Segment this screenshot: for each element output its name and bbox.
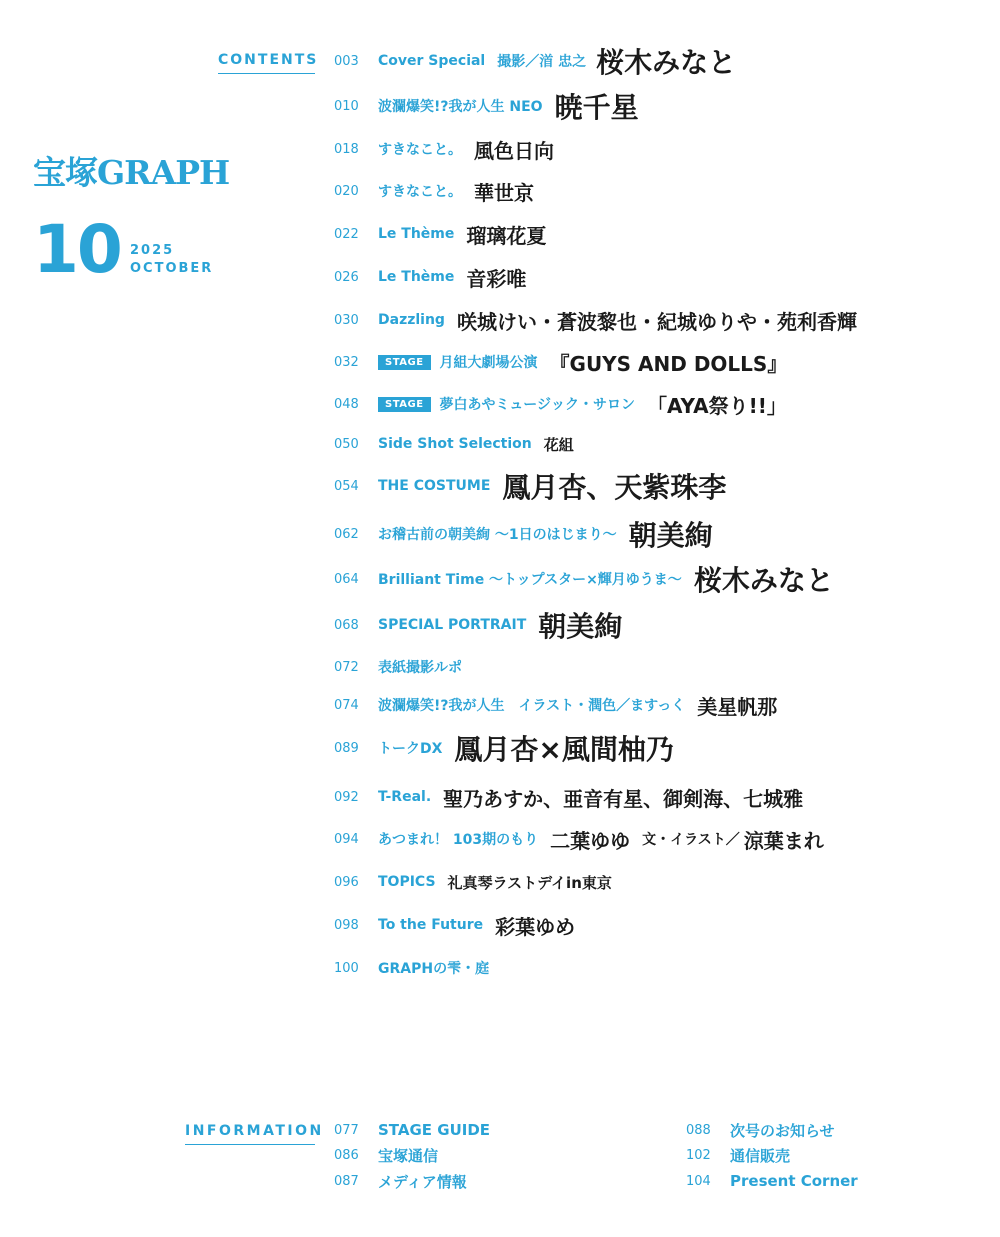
page-number: 030: [334, 312, 359, 328]
section-label: To the Future: [378, 917, 484, 933]
info-entry[interactable]: [334, 1119, 490, 1141]
page-number: 003: [334, 53, 359, 69]
toc-entry[interactable]: [334, 466, 726, 506]
entry-title: 華世京: [474, 180, 534, 205]
information-label: INFORMATION: [185, 1123, 315, 1145]
toc-entry[interactable]: [334, 129, 554, 169]
section-label: THE COSTUME: [378, 478, 491, 494]
section-label: T-Real.: [378, 789, 432, 805]
info-entry[interactable]: [686, 1119, 835, 1141]
toc-entry[interactable]: [334, 728, 674, 768]
entry-title: 暁千星: [554, 91, 639, 124]
toc-entry[interactable]: [334, 86, 639, 126]
entry-title: 朝美絢: [538, 610, 623, 643]
page-number: 104: [686, 1173, 711, 1189]
toc-entry[interactable]: [334, 214, 546, 254]
section-label: 夢白あやミュージック・サロン: [439, 397, 635, 413]
toc-entry[interactable]: [334, 41, 736, 81]
entry-title: 美星帆那: [697, 694, 778, 719]
page-number: 098: [334, 917, 359, 933]
toc-entry[interactable]: [334, 862, 612, 902]
entry-title: 朝美絢: [628, 519, 713, 552]
stage-badge: STAGE: [378, 397, 431, 412]
toc-entry[interactable]: [334, 905, 575, 945]
section-label: Dazzling: [378, 312, 445, 328]
info-title: 通信販売: [730, 1146, 791, 1165]
entry-title: 風色日向: [474, 138, 554, 163]
toc-entry[interactable]: [334, 777, 803, 817]
contents-label: CONTENTS: [218, 52, 315, 74]
toc-entry[interactable]: [334, 685, 777, 725]
page-number: 018: [334, 141, 359, 157]
entry-title: 瑠璃花夏: [466, 223, 547, 248]
page-number: 054: [334, 478, 359, 494]
page-number: 074: [334, 697, 359, 713]
toc-entry[interactable]: [334, 257, 526, 297]
info-title: 宝塚通信: [378, 1146, 439, 1165]
section-label: 波瀾爆笑!?我が人生 NEO: [378, 99, 543, 115]
section-label: Le Thème: [378, 269, 455, 285]
info-title: メディア情報: [378, 1172, 467, 1191]
info-entry[interactable]: [334, 1144, 438, 1166]
toc-entry[interactable]: [334, 424, 574, 464]
page-number: 089: [334, 740, 359, 756]
page-number: 092: [334, 789, 359, 805]
page-number: 068: [334, 617, 359, 633]
info-entry[interactable]: [686, 1170, 858, 1192]
info-entry[interactable]: [686, 1144, 790, 1166]
issue-number: 10: [33, 211, 121, 288]
toc-entry[interactable]: [334, 171, 534, 211]
toc-entry[interactable]: [334, 948, 501, 988]
entry-title: 鳳月杏、天紫珠李: [502, 471, 727, 504]
section-label: お稽古前の朝美絢 〜1日のはじまり〜: [378, 527, 617, 543]
page-number: 086: [334, 1147, 359, 1163]
page-number: 072: [334, 659, 359, 675]
page-number: 094: [334, 831, 359, 847]
stage-badge: STAGE: [378, 355, 431, 370]
toc-entry[interactable]: [334, 300, 857, 340]
page-number: 010: [334, 98, 359, 114]
entry-title: 「AYA祭り!!」: [646, 393, 787, 418]
page-number: 022: [334, 226, 359, 242]
entry-title: 桜木みなと: [596, 46, 737, 79]
credit-name: 涼葉まれ: [743, 828, 824, 853]
page-number: 100: [334, 960, 359, 976]
photo-credit: 撮影／渞 忠之: [497, 54, 587, 70]
section-label: すきなこと。: [378, 184, 462, 200]
section-label: 月組大劇場公演: [439, 355, 538, 371]
section-label: すきなこと。: [378, 142, 462, 158]
section-label: トークDX: [378, 741, 443, 757]
section-label: Side Shot Selection: [378, 436, 532, 452]
entry-title: 二葉ゆゆ: [550, 828, 631, 853]
entry-title: 礼真琴ラストデイin東京: [447, 873, 612, 892]
section-label: Cover Special: [378, 53, 486, 69]
page-number: 026: [334, 269, 359, 285]
section-label: 波瀾爆笑!?我が人生 イラスト・潤色／ますっく: [378, 698, 686, 714]
toc-entry[interactable]: [334, 819, 824, 859]
entry-title: 花組: [543, 435, 574, 454]
entry-title: 咲城けい・蒼波黎也・紀城ゆりや・苑利香輝: [456, 309, 857, 334]
section-label: GRAPHの雫・庭: [378, 961, 490, 977]
credit-label: 文・イラスト／: [642, 832, 740, 848]
info-title: 次号のお知らせ: [730, 1121, 835, 1140]
page-number: 102: [686, 1147, 711, 1163]
section-label: あつまれ！ 103期のもり: [378, 832, 539, 848]
toc-entry[interactable]: [334, 647, 474, 687]
entry-title: 彩葉ゆめ: [495, 914, 576, 939]
info-title: Present Corner: [730, 1172, 858, 1190]
toc-entry[interactable]: [334, 384, 787, 424]
toc-entry[interactable]: [334, 605, 622, 645]
page-number: 048: [334, 396, 359, 412]
entry-title: 音彩唯: [466, 266, 527, 291]
section-label: 表紙撮影ルポ: [378, 660, 462, 676]
page-number: 096: [334, 874, 359, 890]
section-label: TOPICS: [378, 874, 436, 890]
toc-entry[interactable]: [334, 514, 713, 554]
entry-title: 『GUYS AND DOLLS』: [549, 351, 788, 376]
toc-entry[interactable]: [334, 342, 787, 382]
section-label: Le Thème: [378, 226, 455, 242]
entry-title: 鳳月杏×風間柚乃: [454, 733, 674, 766]
entry-title: 聖乃あすか、亜音有星、御剣海、七城雅: [443, 786, 804, 811]
info-title: STAGE GUIDE: [378, 1121, 491, 1139]
page-number: 050: [334, 436, 359, 452]
page-number: 087: [334, 1173, 359, 1189]
issue-year: 2025: [130, 243, 175, 258]
page-number: 032: [334, 354, 359, 370]
section-label: Brilliant Time 〜トップスター×輝月ゆうま〜: [378, 572, 682, 588]
info-entry[interactable]: [334, 1170, 467, 1192]
page-number: 020: [334, 183, 359, 199]
magazine-logo: 宝塚GRAPH: [33, 153, 230, 192]
section-label: SPECIAL PORTRAIT: [378, 617, 527, 633]
page-number: 062: [334, 526, 359, 542]
page-number: 088: [686, 1122, 711, 1138]
issue-month: OCTOBER: [130, 261, 214, 276]
page-number: 077: [334, 1122, 359, 1138]
entry-title: 桜木みなと: [693, 564, 834, 597]
toc-entry[interactable]: [334, 559, 834, 599]
page-number: 064: [334, 571, 359, 587]
